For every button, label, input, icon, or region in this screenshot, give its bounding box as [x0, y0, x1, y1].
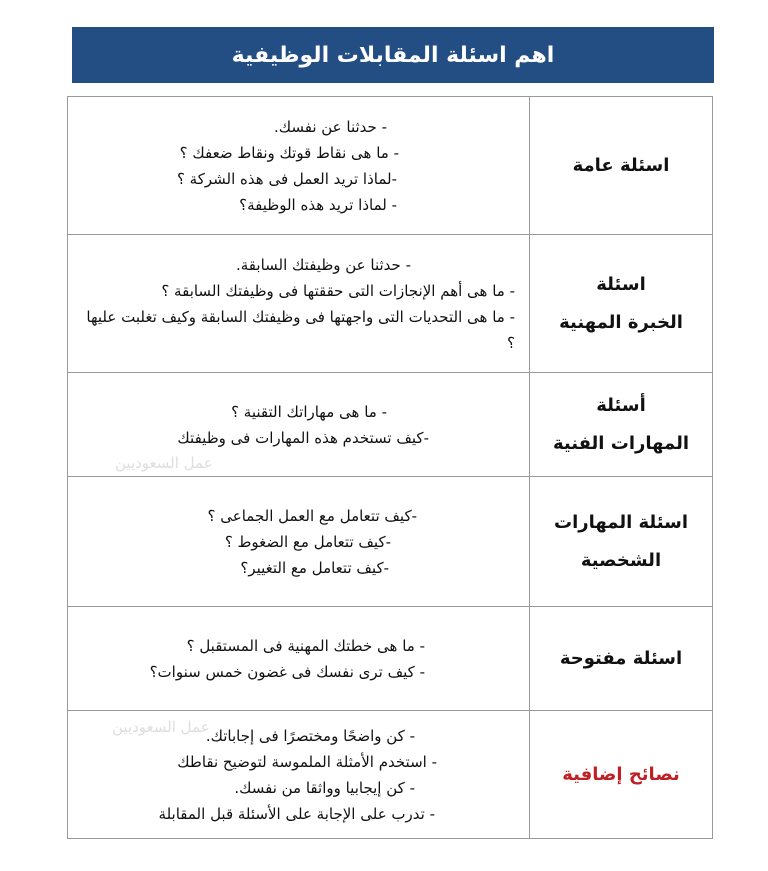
questions-cell [68, 607, 530, 711]
table-row [68, 607, 713, 711]
list-item: - ما هى التحديات التى واجهتها فى وظيفتك السابقة وكيف تغلبت عليها ؟ [86, 307, 515, 352]
questions-cell [68, 235, 530, 373]
table-row [68, 477, 713, 607]
questions-table [67, 96, 713, 839]
list-item: -كيف تتعامل مع العمل الجماعى ؟ [207, 506, 417, 525]
list-item: -كيف تستخدم هذه المهارات فى وظيفتك [177, 428, 429, 447]
category-cell [530, 477, 713, 607]
category-label: أسئلة [596, 394, 646, 416]
questions-cell [68, 711, 530, 839]
category-label: اسئلة المهارات [553, 511, 688, 533]
list-item: - حدثنا عن وظيفتك السابقة. [236, 255, 411, 274]
table-row [68, 235, 713, 373]
watermark: عمل السعوديين [115, 454, 213, 472]
list-item: - ما هى مهاراتك التقنية ؟ [231, 402, 387, 421]
list-item: - ما هى خطتك المهنية فى المستقبل ؟ [186, 636, 425, 655]
list-item: -كيف تتعامل مع الضغوط ؟ [224, 532, 391, 551]
category-cell [530, 373, 713, 477]
category-label: نصائح إضافية [562, 763, 680, 785]
category-label: اسئلة عامة [572, 154, 670, 176]
questions-cell [68, 477, 530, 607]
page-title: اهم اسئلة المقابلات الوظيفية [72, 27, 714, 83]
category-label: الخبرة المهنية [559, 311, 683, 333]
questions-cell [68, 373, 530, 477]
list-item: - ما هى نقاط قوتك ونقاط ضعفك ؟ [179, 143, 399, 162]
category-cell [530, 607, 713, 711]
table-row [68, 373, 713, 477]
list-item: - لماذا تريد هذه الوظيفة؟ [239, 195, 397, 214]
list-item: -لماذا تريد العمل فى هذه الشركة ؟ [176, 169, 397, 188]
list-item: - كن واضحًا ومختصرًا فى إجاباتك. [205, 726, 415, 745]
list-item: - كيف ترى نفسك فى غضون خمس سنوات؟ [149, 662, 425, 681]
category-cell [530, 97, 713, 235]
category-label: المهارات الفنية [552, 432, 690, 454]
list-item: - كن إيجابيا وواثقا من نفسك. [234, 778, 415, 797]
table-row [68, 711, 713, 839]
list-item: - استخدم الأمثلة الملموسة لتوضيح نقاطك [177, 752, 437, 771]
table-row [68, 97, 713, 235]
category-label: اسئلة مفتوحة [559, 647, 683, 669]
category-label: الشخصية [580, 549, 662, 571]
list-item: - تدرب على الإجابة على الأسئلة قبل المقابلة [158, 804, 435, 823]
category-cell [530, 235, 713, 373]
list-item: -كيف تتعامل مع التغيير؟ [240, 558, 389, 577]
list-item: - حدثنا عن نفسك. [273, 117, 387, 136]
category-label: اسئلة [596, 273, 646, 295]
list-item: - ما هى أهم الإنجازات التى حققتها فى وظيفتك السابقة ؟ [161, 281, 515, 300]
watermark: عمل السعوديين [112, 718, 210, 736]
questions-cell [68, 97, 530, 235]
category-cell [530, 711, 713, 839]
